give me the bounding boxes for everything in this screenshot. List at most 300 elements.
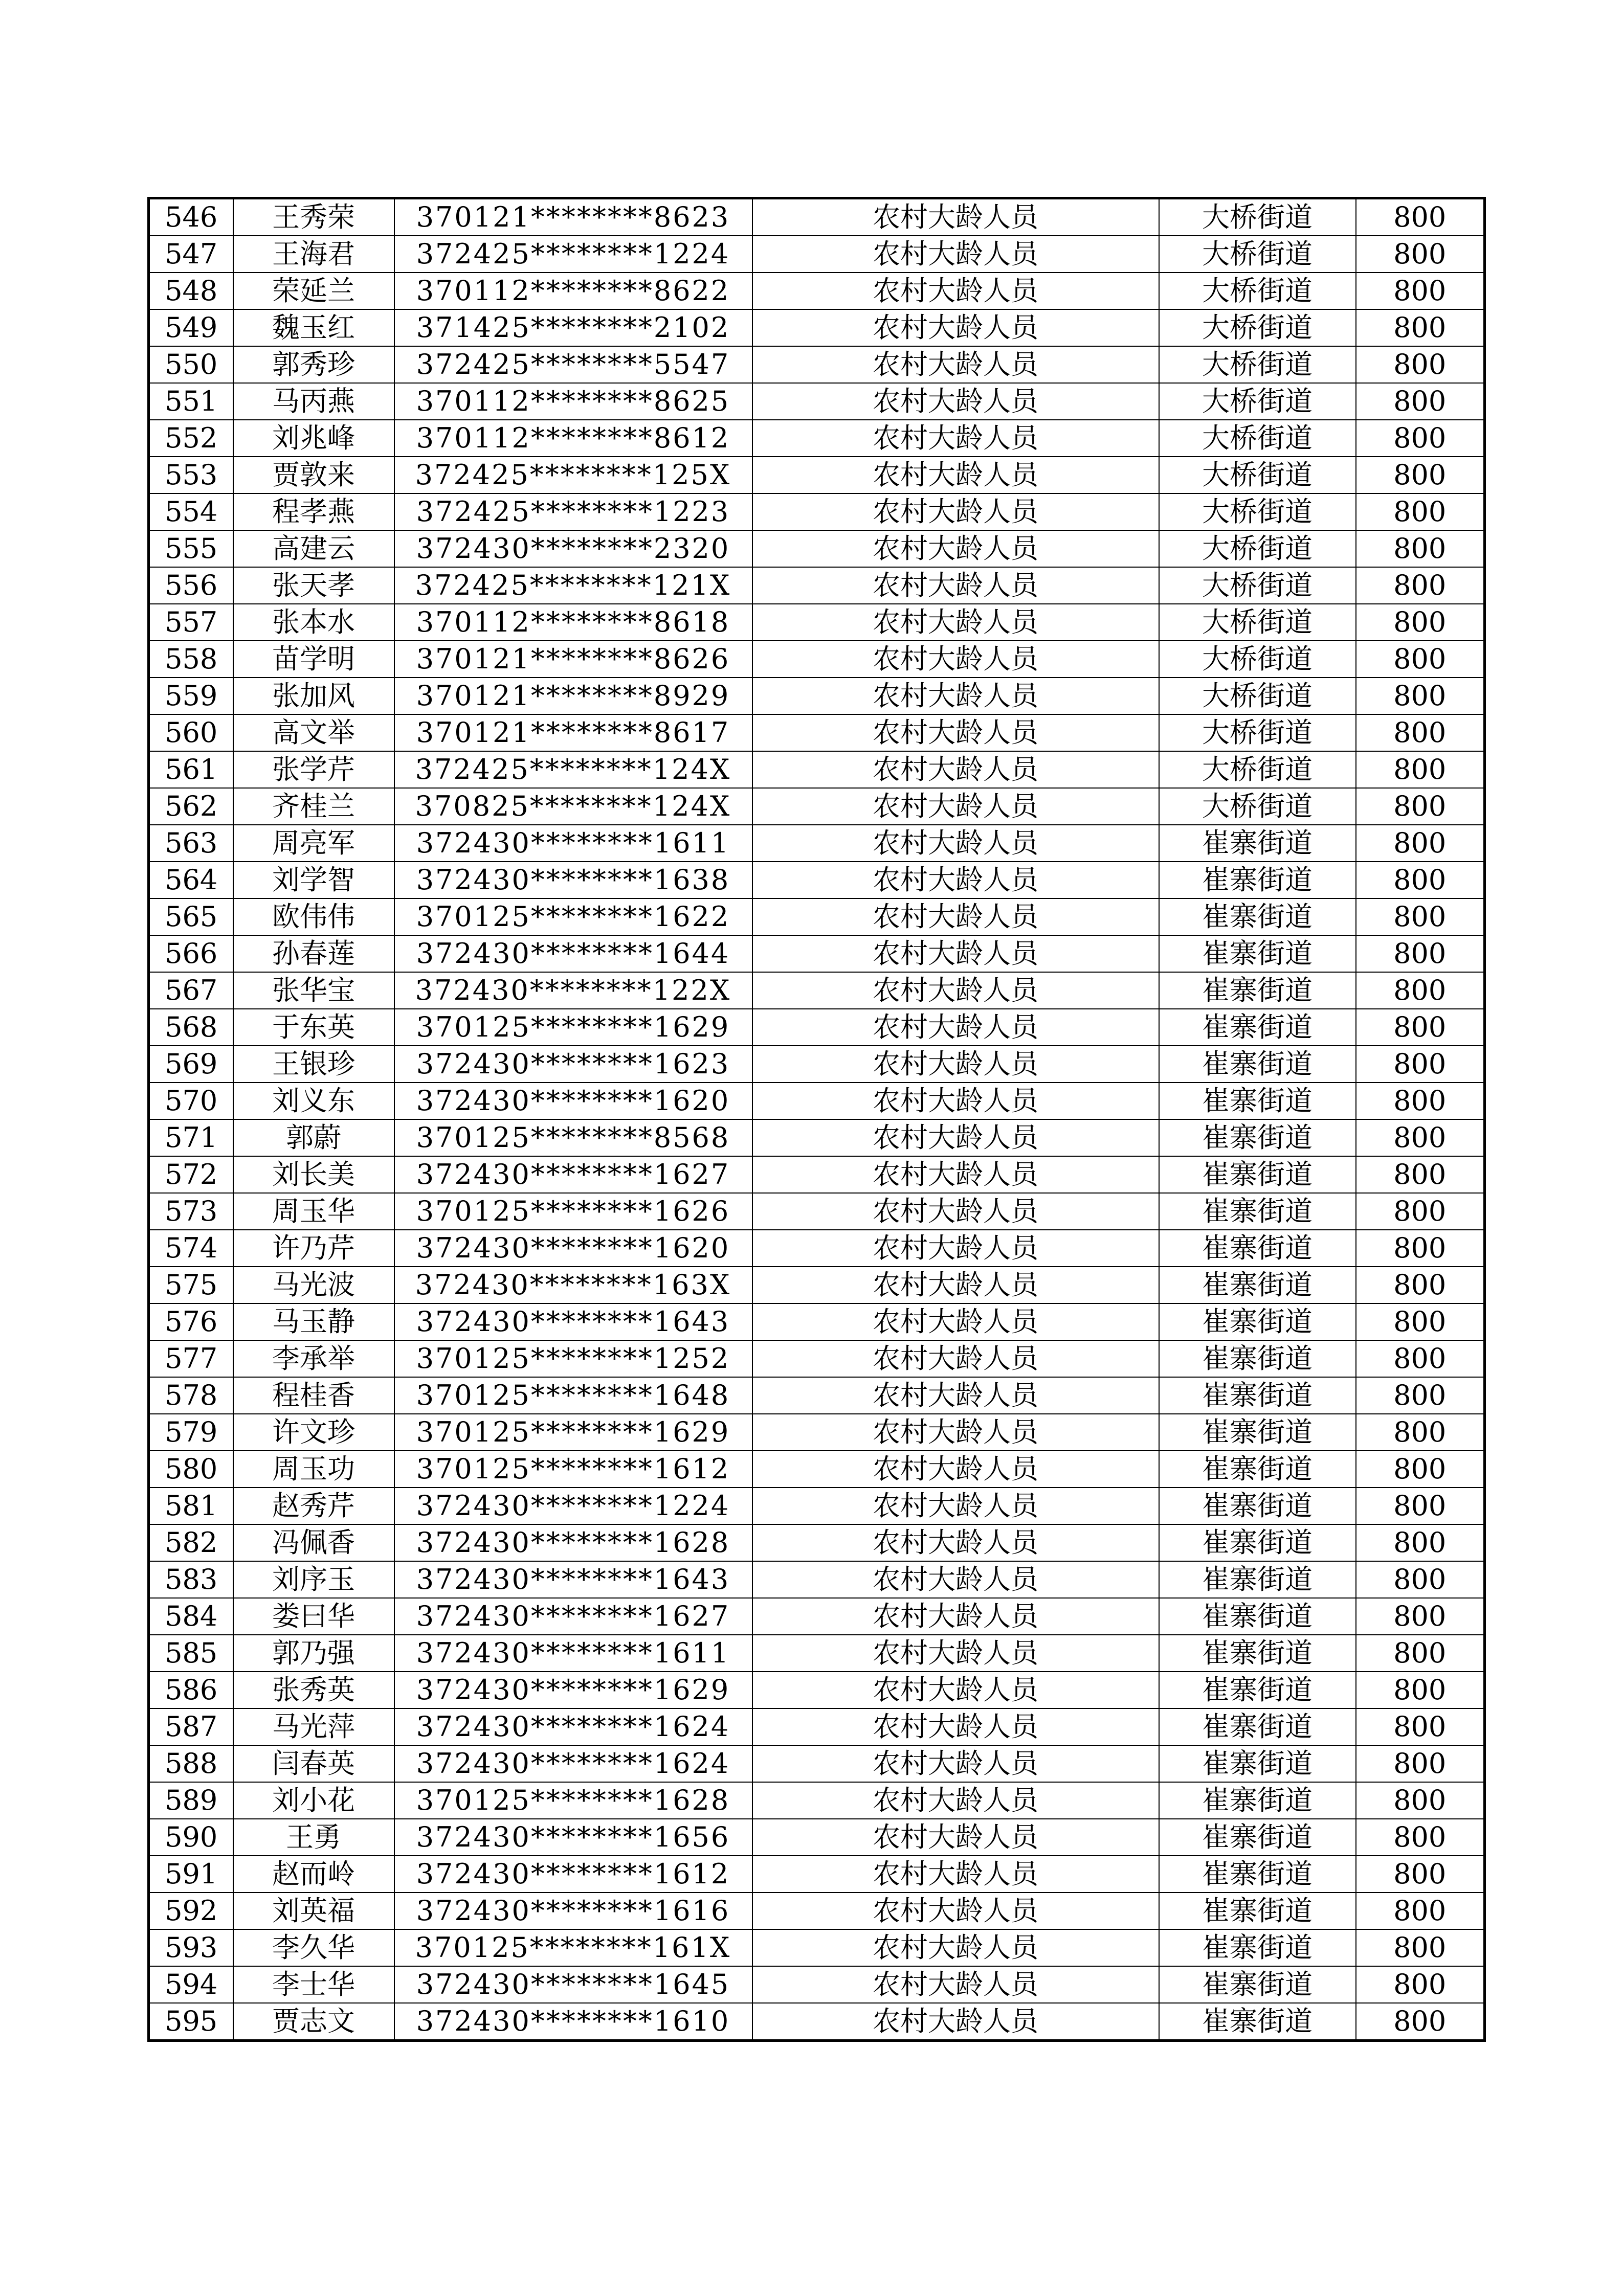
cell-amount: 800 — [1356, 972, 1485, 1009]
cell-id-number: 372430********1224 — [394, 1488, 752, 1524]
cell-row-number: 588 — [149, 1745, 233, 1782]
cell-row-number: 593 — [149, 1929, 233, 1966]
cell-amount: 800 — [1356, 273, 1485, 309]
cell-row-number: 557 — [149, 604, 233, 641]
cell-row-number: 560 — [149, 714, 233, 751]
cell-row-number: 555 — [149, 530, 233, 567]
cell-name: 周玉功 — [233, 1451, 394, 1488]
cell-amount: 800 — [1356, 751, 1485, 788]
cell-id-number: 372425********124X — [394, 751, 752, 788]
table-row — [149, 1782, 1485, 1819]
cell-category: 农村大龄人员 — [752, 862, 1159, 898]
cell-category: 农村大龄人员 — [752, 420, 1159, 457]
cell-name: 张天孝 — [233, 567, 394, 604]
cell-amount: 800 — [1356, 788, 1485, 825]
cell-amount: 800 — [1356, 1451, 1485, 1488]
table-row — [149, 1193, 1485, 1230]
cell-id-number: 371425********2102 — [394, 309, 752, 346]
cell-id-number: 372430********1645 — [394, 1966, 752, 2003]
cell-category: 农村大龄人员 — [752, 898, 1159, 935]
cell-id-number: 372430********1627 — [394, 1156, 752, 1193]
cell-id-number: 370121********8617 — [394, 714, 752, 751]
cell-amount: 800 — [1356, 236, 1485, 273]
cell-category: 农村大龄人员 — [752, 1524, 1159, 1561]
cell-street: 崔寨街道 — [1159, 1819, 1356, 1856]
cell-id-number: 370112********8618 — [394, 604, 752, 641]
cell-name: 孙春莲 — [233, 935, 394, 972]
cell-street: 大桥街道 — [1159, 420, 1356, 457]
cell-name: 郭蔚 — [233, 1119, 394, 1156]
cell-row-number: 556 — [149, 567, 233, 604]
cell-name: 王银珍 — [233, 1046, 394, 1083]
cell-amount: 800 — [1356, 457, 1485, 493]
cell-street: 崔寨街道 — [1159, 935, 1356, 972]
cell-category: 农村大龄人员 — [752, 1046, 1159, 1083]
cell-id-number: 372425********5547 — [394, 346, 752, 383]
cell-street: 大桥街道 — [1159, 604, 1356, 641]
cell-id-number: 370125********1252 — [394, 1340, 752, 1377]
cell-category: 农村大龄人员 — [752, 1340, 1159, 1377]
cell-name: 周玉华 — [233, 1193, 394, 1230]
cell-name: 张秀英 — [233, 1672, 394, 1708]
cell-street: 大桥街道 — [1159, 457, 1356, 493]
cell-name: 张本水 — [233, 604, 394, 641]
cell-amount: 800 — [1356, 714, 1485, 751]
table-row — [149, 530, 1485, 567]
table-row — [149, 493, 1485, 530]
cell-name: 贾志文 — [233, 2003, 394, 2041]
cell-row-number: 553 — [149, 457, 233, 493]
cell-street: 大桥街道 — [1159, 346, 1356, 383]
cell-id-number: 370125********1648 — [394, 1377, 752, 1414]
cell-category: 农村大龄人员 — [752, 457, 1159, 493]
cell-amount: 800 — [1356, 1193, 1485, 1230]
table-row — [149, 1856, 1485, 1893]
cell-row-number: 583 — [149, 1561, 233, 1598]
cell-street: 大桥街道 — [1159, 678, 1356, 714]
cell-category: 农村大龄人员 — [752, 567, 1159, 604]
cell-category: 农村大龄人员 — [752, 1156, 1159, 1193]
cell-amount: 800 — [1356, 1046, 1485, 1083]
cell-street: 崔寨街道 — [1159, 1083, 1356, 1119]
cell-id-number: 372430********1643 — [394, 1561, 752, 1598]
cell-name: 张加风 — [233, 678, 394, 714]
cell-row-number: 592 — [149, 1893, 233, 1929]
cell-street: 大桥街道 — [1159, 309, 1356, 346]
cell-street: 崔寨街道 — [1159, 862, 1356, 898]
cell-row-number: 554 — [149, 493, 233, 530]
cell-category: 农村大龄人员 — [752, 1009, 1159, 1046]
cell-name: 马丙燕 — [233, 383, 394, 420]
cell-row-number: 577 — [149, 1340, 233, 1377]
roster-table — [147, 197, 1486, 2042]
cell-name: 程桂香 — [233, 1377, 394, 1414]
cell-amount: 800 — [1356, 1303, 1485, 1340]
cell-amount: 800 — [1356, 862, 1485, 898]
table-row — [149, 198, 1485, 236]
table-row — [149, 1377, 1485, 1414]
cell-name: 苗学明 — [233, 641, 394, 678]
cell-id-number: 372430********1624 — [394, 1708, 752, 1745]
cell-name: 刘义东 — [233, 1083, 394, 1119]
cell-id-number: 372430********122X — [394, 972, 752, 1009]
table-row — [149, 1635, 1485, 1672]
cell-street: 崔寨街道 — [1159, 1635, 1356, 1672]
cell-id-number: 372425********1224 — [394, 236, 752, 273]
cell-row-number: 546 — [149, 198, 233, 236]
cell-amount: 800 — [1356, 1598, 1485, 1635]
cell-amount: 800 — [1356, 1524, 1485, 1561]
cell-street: 崔寨街道 — [1159, 1377, 1356, 1414]
cell-name: 刘长美 — [233, 1156, 394, 1193]
table-row — [149, 1046, 1485, 1083]
cell-amount: 800 — [1356, 1635, 1485, 1672]
cell-amount: 800 — [1356, 1782, 1485, 1819]
cell-id-number: 370125********1629 — [394, 1414, 752, 1451]
cell-id-number: 372430********1644 — [394, 935, 752, 972]
table-row — [149, 420, 1485, 457]
cell-row-number: 581 — [149, 1488, 233, 1524]
cell-name: 李士华 — [233, 1966, 394, 2003]
cell-id-number: 372430********1620 — [394, 1083, 752, 1119]
cell-row-number: 575 — [149, 1267, 233, 1303]
cell-category: 农村大龄人员 — [752, 1083, 1159, 1119]
cell-amount: 800 — [1356, 641, 1485, 678]
cell-id-number: 372430********1611 — [394, 1635, 752, 1672]
cell-amount: 800 — [1356, 1929, 1485, 1966]
cell-name: 齐桂兰 — [233, 788, 394, 825]
cell-name: 张学芹 — [233, 751, 394, 788]
cell-name: 赵而岭 — [233, 1856, 394, 1893]
cell-street: 大桥街道 — [1159, 641, 1356, 678]
cell-category: 农村大龄人员 — [752, 1377, 1159, 1414]
table-row — [149, 935, 1485, 972]
cell-amount: 800 — [1356, 1561, 1485, 1598]
cell-category: 农村大龄人员 — [752, 1635, 1159, 1672]
cell-amount: 800 — [1356, 420, 1485, 457]
cell-id-number: 372430********1611 — [394, 825, 752, 862]
table-body — [149, 198, 1485, 2041]
cell-category: 农村大龄人员 — [752, 1267, 1159, 1303]
cell-category: 农村大龄人员 — [752, 1451, 1159, 1488]
cell-category: 农村大龄人员 — [752, 236, 1159, 273]
cell-row-number: 559 — [149, 678, 233, 714]
cell-amount: 800 — [1356, 1230, 1485, 1267]
cell-amount: 800 — [1356, 383, 1485, 420]
cell-street: 崔寨街道 — [1159, 1488, 1356, 1524]
cell-amount: 800 — [1356, 604, 1485, 641]
cell-category: 农村大龄人员 — [752, 751, 1159, 788]
cell-amount: 800 — [1356, 1488, 1485, 1524]
cell-amount: 800 — [1356, 898, 1485, 935]
cell-id-number: 372430********1656 — [394, 1819, 752, 1856]
cell-id-number: 372425********1223 — [394, 493, 752, 530]
cell-category: 农村大龄人员 — [752, 714, 1159, 751]
cell-name: 刘兆峰 — [233, 420, 394, 457]
cell-street: 崔寨街道 — [1159, 1929, 1356, 1966]
table-row — [149, 1303, 1485, 1340]
cell-amount: 800 — [1356, 1119, 1485, 1156]
cell-id-number: 370112********8612 — [394, 420, 752, 457]
cell-amount: 800 — [1356, 678, 1485, 714]
cell-id-number: 370125********8568 — [394, 1119, 752, 1156]
cell-name: 赵秀芹 — [233, 1488, 394, 1524]
table-row — [149, 1672, 1485, 1708]
cell-row-number: 552 — [149, 420, 233, 457]
cell-name: 马光萍 — [233, 1708, 394, 1745]
table-row — [149, 1340, 1485, 1377]
cell-street: 崔寨街道 — [1159, 1193, 1356, 1230]
cell-category: 农村大龄人员 — [752, 1819, 1159, 1856]
cell-row-number: 558 — [149, 641, 233, 678]
cell-id-number: 372430********1627 — [394, 1598, 752, 1635]
cell-row-number: 584 — [149, 1598, 233, 1635]
cell-id-number: 370121********8929 — [394, 678, 752, 714]
table-row — [149, 1009, 1485, 1046]
cell-name: 刘小花 — [233, 1782, 394, 1819]
cell-id-number: 372430********1628 — [394, 1524, 752, 1561]
cell-name: 王秀荣 — [233, 198, 394, 236]
cell-name: 刘学智 — [233, 862, 394, 898]
cell-category: 农村大龄人员 — [752, 1966, 1159, 2003]
cell-id-number: 372425********125X — [394, 457, 752, 493]
cell-name: 于东英 — [233, 1009, 394, 1046]
table-row — [149, 1929, 1485, 1966]
table-row — [149, 604, 1485, 641]
cell-row-number: 568 — [149, 1009, 233, 1046]
cell-id-number: 370125********1622 — [394, 898, 752, 935]
table-row — [149, 567, 1485, 604]
cell-street: 崔寨街道 — [1159, 825, 1356, 862]
cell-row-number: 562 — [149, 788, 233, 825]
cell-street: 大桥街道 — [1159, 530, 1356, 567]
cell-row-number: 569 — [149, 1046, 233, 1083]
cell-category: 农村大龄人员 — [752, 1230, 1159, 1267]
cell-street: 大桥街道 — [1159, 567, 1356, 604]
cell-amount: 800 — [1356, 1340, 1485, 1377]
cell-name: 王海君 — [233, 236, 394, 273]
cell-street: 崔寨街道 — [1159, 1119, 1356, 1156]
cell-row-number: 574 — [149, 1230, 233, 1267]
cell-amount: 800 — [1356, 1377, 1485, 1414]
cell-row-number: 567 — [149, 972, 233, 1009]
cell-category: 农村大龄人员 — [752, 1488, 1159, 1524]
cell-amount: 800 — [1356, 1267, 1485, 1303]
table-row — [149, 1745, 1485, 1782]
cell-amount: 800 — [1356, 1083, 1485, 1119]
cell-id-number: 370112********8622 — [394, 273, 752, 309]
cell-street: 大桥街道 — [1159, 714, 1356, 751]
cell-amount: 800 — [1356, 1009, 1485, 1046]
cell-name: 郭乃强 — [233, 1635, 394, 1672]
cell-street: 大桥街道 — [1159, 198, 1356, 236]
cell-name: 李久华 — [233, 1929, 394, 1966]
cell-amount: 800 — [1356, 1708, 1485, 1745]
cell-row-number: 565 — [149, 898, 233, 935]
cell-id-number: 370121********8626 — [394, 641, 752, 678]
cell-name: 王勇 — [233, 1819, 394, 1856]
cell-name: 荣延兰 — [233, 273, 394, 309]
cell-row-number: 594 — [149, 1966, 233, 2003]
cell-row-number: 564 — [149, 862, 233, 898]
cell-name: 马光波 — [233, 1267, 394, 1303]
table-row — [149, 714, 1485, 751]
cell-id-number: 372430********1620 — [394, 1230, 752, 1267]
cell-category: 农村大龄人员 — [752, 972, 1159, 1009]
cell-category: 农村大龄人员 — [752, 273, 1159, 309]
cell-street: 崔寨街道 — [1159, 1561, 1356, 1598]
cell-street: 崔寨街道 — [1159, 1598, 1356, 1635]
cell-name: 魏玉红 — [233, 309, 394, 346]
cell-amount: 800 — [1356, 198, 1485, 236]
cell-row-number: 572 — [149, 1156, 233, 1193]
cell-street: 崔寨街道 — [1159, 1672, 1356, 1708]
cell-id-number: 370121********8623 — [394, 198, 752, 236]
cell-name: 娄曰华 — [233, 1598, 394, 1635]
cell-street: 崔寨街道 — [1159, 972, 1356, 1009]
cell-name: 程孝燕 — [233, 493, 394, 530]
cell-street: 崔寨街道 — [1159, 1745, 1356, 1782]
cell-amount: 800 — [1356, 1745, 1485, 1782]
cell-street: 崔寨街道 — [1159, 898, 1356, 935]
cell-row-number: 549 — [149, 309, 233, 346]
cell-id-number: 370125********161X — [394, 1929, 752, 1966]
cell-street: 崔寨街道 — [1159, 2003, 1356, 2041]
cell-row-number: 585 — [149, 1635, 233, 1672]
cell-category: 农村大龄人员 — [752, 1193, 1159, 1230]
cell-row-number: 580 — [149, 1451, 233, 1488]
cell-name: 高建云 — [233, 530, 394, 567]
cell-street: 崔寨街道 — [1159, 1303, 1356, 1340]
table-row — [149, 641, 1485, 678]
cell-row-number: 589 — [149, 1782, 233, 1819]
table-row — [149, 457, 1485, 493]
cell-category: 农村大龄人员 — [752, 1745, 1159, 1782]
cell-category: 农村大龄人员 — [752, 935, 1159, 972]
cell-category: 农村大龄人员 — [752, 383, 1159, 420]
cell-street: 大桥街道 — [1159, 493, 1356, 530]
cell-street: 崔寨街道 — [1159, 1046, 1356, 1083]
cell-id-number: 370125********1626 — [394, 1193, 752, 1230]
cell-name: 刘英福 — [233, 1893, 394, 1929]
table-row — [149, 1230, 1485, 1267]
cell-id-number: 372430********1612 — [394, 1856, 752, 1893]
cell-row-number: 576 — [149, 1303, 233, 1340]
table-row — [149, 2003, 1485, 2041]
table-row — [149, 678, 1485, 714]
cell-street: 崔寨街道 — [1159, 1009, 1356, 1046]
table-row — [149, 1119, 1485, 1156]
cell-id-number: 370825********124X — [394, 788, 752, 825]
cell-category: 农村大龄人员 — [752, 1672, 1159, 1708]
cell-category: 农村大龄人员 — [752, 1414, 1159, 1451]
cell-street: 崔寨街道 — [1159, 1230, 1356, 1267]
cell-row-number: 551 — [149, 383, 233, 420]
cell-street: 崔寨街道 — [1159, 1524, 1356, 1561]
table-row — [149, 1561, 1485, 1598]
cell-row-number: 561 — [149, 751, 233, 788]
cell-row-number: 547 — [149, 236, 233, 273]
cell-street: 崔寨街道 — [1159, 1782, 1356, 1819]
cell-id-number: 372430********1616 — [394, 1893, 752, 1929]
table-row — [149, 972, 1485, 1009]
table-row — [149, 1966, 1485, 2003]
cell-amount: 800 — [1356, 567, 1485, 604]
table-row — [149, 1893, 1485, 1929]
cell-amount: 800 — [1356, 346, 1485, 383]
cell-name: 周亮军 — [233, 825, 394, 862]
cell-category: 农村大龄人员 — [752, 641, 1159, 678]
cell-street: 崔寨街道 — [1159, 1856, 1356, 1893]
cell-row-number: 586 — [149, 1672, 233, 1708]
cell-street: 崔寨街道 — [1159, 1708, 1356, 1745]
cell-row-number: 587 — [149, 1708, 233, 1745]
cell-category: 农村大龄人员 — [752, 1929, 1159, 1966]
table-row — [149, 273, 1485, 309]
cell-row-number: 563 — [149, 825, 233, 862]
cell-amount: 800 — [1356, 1966, 1485, 2003]
cell-id-number: 372430********1629 — [394, 1672, 752, 1708]
cell-id-number: 372430********1610 — [394, 2003, 752, 2041]
table-row — [149, 1414, 1485, 1451]
cell-id-number: 370112********8625 — [394, 383, 752, 420]
cell-street: 崔寨街道 — [1159, 1966, 1356, 2003]
cell-name: 冯佩香 — [233, 1524, 394, 1561]
cell-street: 大桥街道 — [1159, 788, 1356, 825]
table-row — [149, 751, 1485, 788]
cell-category: 农村大龄人员 — [752, 493, 1159, 530]
cell-name: 贾敦来 — [233, 457, 394, 493]
table-row — [149, 1488, 1485, 1524]
table-row — [149, 1524, 1485, 1561]
cell-category: 农村大龄人员 — [752, 825, 1159, 862]
cell-id-number: 372430********2320 — [394, 530, 752, 567]
cell-name: 许文珍 — [233, 1414, 394, 1451]
cell-id-number: 372430********1623 — [394, 1046, 752, 1083]
cell-category: 农村大龄人员 — [752, 346, 1159, 383]
cell-id-number: 372430********1643 — [394, 1303, 752, 1340]
cell-amount: 800 — [1356, 1672, 1485, 1708]
cell-street: 大桥街道 — [1159, 236, 1356, 273]
cell-category: 农村大龄人员 — [752, 678, 1159, 714]
cell-category: 农村大龄人员 — [752, 2003, 1159, 2041]
table-row — [149, 383, 1485, 420]
table-row — [149, 1083, 1485, 1119]
cell-category: 农村大龄人员 — [752, 1782, 1159, 1819]
cell-amount: 800 — [1356, 935, 1485, 972]
cell-name: 郭秀珍 — [233, 346, 394, 383]
cell-street: 崔寨街道 — [1159, 1414, 1356, 1451]
table-row — [149, 825, 1485, 862]
cell-row-number: 590 — [149, 1819, 233, 1856]
cell-amount: 800 — [1356, 309, 1485, 346]
cell-name: 刘序玉 — [233, 1561, 394, 1598]
table-row — [149, 1708, 1485, 1745]
cell-category: 农村大龄人员 — [752, 1598, 1159, 1635]
cell-id-number: 370125********1629 — [394, 1009, 752, 1046]
cell-street: 崔寨街道 — [1159, 1340, 1356, 1377]
cell-street: 崔寨街道 — [1159, 1893, 1356, 1929]
cell-id-number: 370125********1628 — [394, 1782, 752, 1819]
table-row — [149, 1267, 1485, 1303]
cell-category: 农村大龄人员 — [752, 309, 1159, 346]
cell-name: 闫春英 — [233, 1745, 394, 1782]
cell-amount: 800 — [1356, 1156, 1485, 1193]
cell-street: 大桥街道 — [1159, 751, 1356, 788]
table-row — [149, 236, 1485, 273]
cell-name: 张华宝 — [233, 972, 394, 1009]
cell-row-number: 582 — [149, 1524, 233, 1561]
